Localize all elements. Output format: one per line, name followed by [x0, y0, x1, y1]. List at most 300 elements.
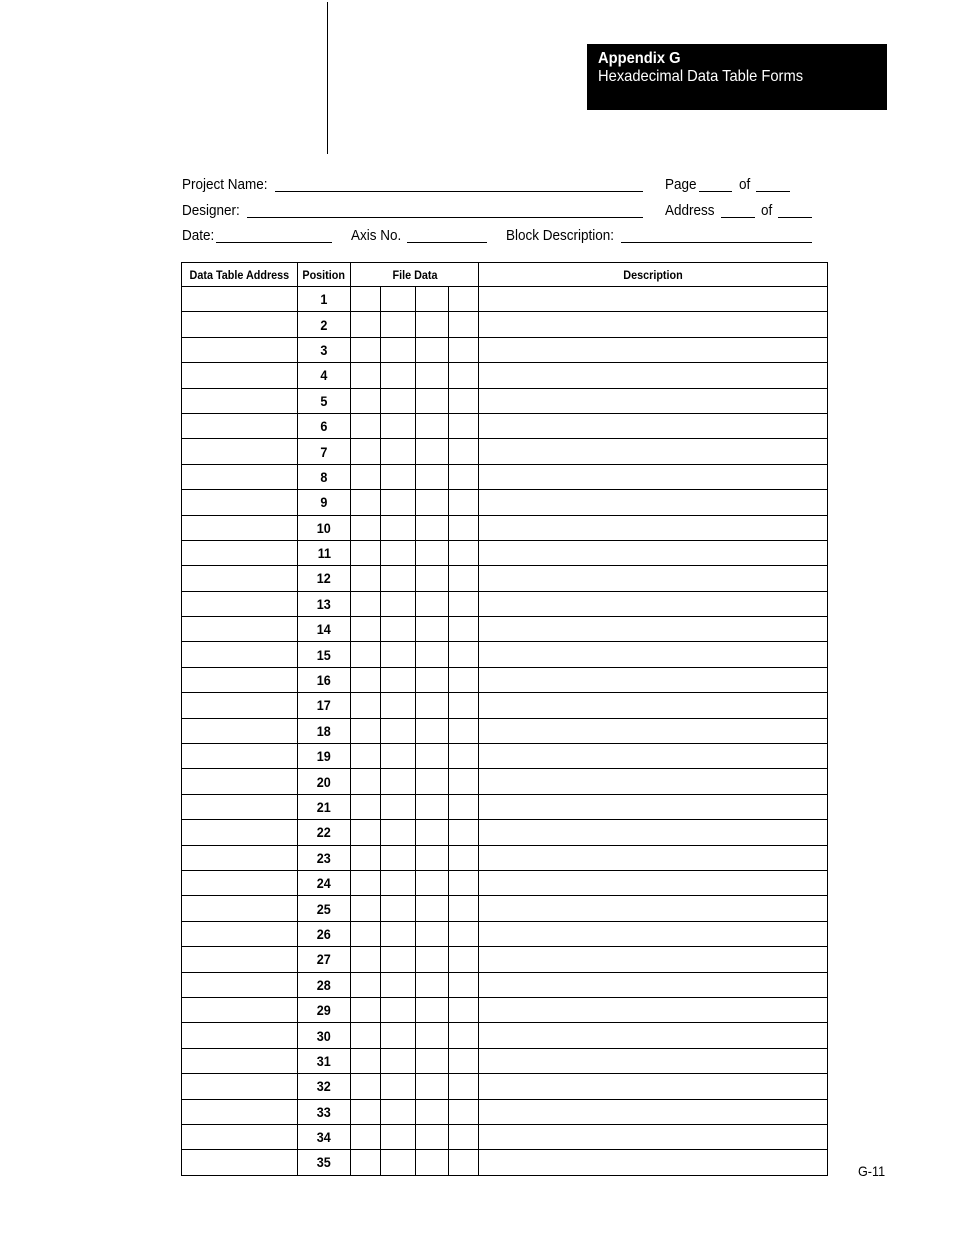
appendix-title: Hexadecimal Data Table Forms	[598, 68, 804, 85]
address-cell[interactable]	[182, 1150, 298, 1175]
file-data-cell[interactable]	[449, 1023, 479, 1048]
table-row	[182, 693, 828, 718]
description-cell[interactable]	[479, 744, 828, 769]
file-data-cell[interactable]	[449, 591, 479, 616]
description-cell[interactable]	[479, 870, 828, 895]
position-cell: 10	[298, 515, 351, 540]
file-data-cell[interactable]	[351, 413, 381, 438]
address-line[interactable]	[721, 217, 755, 218]
address-cell[interactable]	[182, 972, 298, 997]
address-cell[interactable]	[182, 1099, 298, 1124]
file-data-cell[interactable]	[351, 896, 381, 921]
address-cell[interactable]	[182, 845, 298, 870]
position-cell: 13	[298, 591, 351, 616]
file-data-cell[interactable]	[416, 947, 449, 972]
address-cell[interactable]	[182, 1023, 298, 1048]
description-cell[interactable]	[479, 388, 828, 413]
date-label: Date:	[182, 227, 215, 244]
table-row	[182, 744, 828, 769]
file-data-cell[interactable]	[416, 515, 449, 540]
file-data-cell[interactable]	[381, 337, 416, 362]
description-cell[interactable]	[479, 1048, 828, 1073]
position-cell: 35	[298, 1150, 351, 1175]
file-data-cell[interactable]	[351, 1124, 381, 1149]
file-data-cell[interactable]	[416, 820, 449, 845]
page-number: G-11	[858, 1163, 886, 1179]
file-data-cell[interactable]	[381, 820, 416, 845]
file-data-cell[interactable]	[416, 1124, 449, 1149]
table-row	[182, 363, 828, 388]
file-data-cell[interactable]	[449, 820, 479, 845]
file-data-cell[interactable]	[416, 642, 449, 667]
address-cell[interactable]	[182, 617, 298, 642]
file-data-cell[interactable]	[351, 1048, 381, 1073]
file-data-cell[interactable]	[351, 769, 381, 794]
file-data-cell[interactable]	[416, 413, 449, 438]
address-cell[interactable]	[182, 921, 298, 946]
file-data-cell[interactable]	[381, 744, 416, 769]
position-column-header: Position	[298, 263, 351, 287]
description-cell[interactable]	[479, 591, 828, 616]
address-cell[interactable]	[182, 769, 298, 794]
address-cell[interactable]	[182, 642, 298, 667]
file-data-cell[interactable]	[351, 1074, 381, 1099]
file-data-cell[interactable]	[381, 1124, 416, 1149]
description-cell[interactable]	[479, 718, 828, 743]
description-cell[interactable]	[479, 845, 828, 870]
file-data-cell[interactable]	[381, 1099, 416, 1124]
file-data-cell[interactable]	[381, 287, 416, 312]
position-cell: 17	[298, 693, 351, 718]
file-data-cell[interactable]	[449, 337, 479, 362]
address-of-line[interactable]	[778, 217, 812, 218]
position-cell: 4	[298, 363, 351, 388]
file-data-cell[interactable]	[449, 794, 479, 819]
position-cell: 15	[298, 642, 351, 667]
file-data-cell[interactable]	[416, 1150, 449, 1175]
address-cell[interactable]	[182, 693, 298, 718]
file-data-cell[interactable]	[351, 464, 381, 489]
position-cell: 25	[298, 896, 351, 921]
address-cell[interactable]	[182, 363, 298, 388]
description-column-header: Description	[479, 263, 828, 287]
file-data-cell[interactable]	[416, 490, 449, 515]
description-cell[interactable]	[479, 896, 828, 921]
file-data-cell[interactable]	[449, 997, 479, 1022]
description-cell[interactable]	[479, 1099, 828, 1124]
file-data-cell[interactable]	[351, 540, 381, 565]
page-of-line[interactable]	[756, 191, 790, 192]
table-header-row	[182, 263, 828, 287]
address-cell[interactable]	[182, 744, 298, 769]
file-data-cell[interactable]	[416, 845, 449, 870]
page-label: Page	[665, 176, 697, 193]
position-cell: 19	[298, 744, 351, 769]
file-data-cell[interactable]	[351, 718, 381, 743]
axis-label: Axis No.	[351, 227, 402, 244]
table-row	[182, 1124, 828, 1149]
file-data-cell[interactable]	[351, 667, 381, 692]
description-cell[interactable]	[479, 820, 828, 845]
address-cell[interactable]	[182, 566, 298, 591]
address-cell[interactable]	[182, 820, 298, 845]
position-cell: 1	[298, 287, 351, 312]
appendix-label: Appendix G	[598, 50, 681, 67]
address-label: Address	[665, 202, 715, 219]
file-data-cell[interactable]	[381, 947, 416, 972]
file-data-cell[interactable]	[351, 744, 381, 769]
file-data-cell[interactable]	[416, 287, 449, 312]
file-data-cell[interactable]	[449, 845, 479, 870]
file-data-cell[interactable]	[416, 1074, 449, 1099]
file-data-cell[interactable]	[416, 794, 449, 819]
table-row	[182, 388, 828, 413]
position-cell: 34	[298, 1124, 351, 1149]
file-data-cell[interactable]	[381, 515, 416, 540]
file-data-cell[interactable]	[449, 744, 479, 769]
file-data-cell[interactable]	[449, 617, 479, 642]
description-cell[interactable]	[479, 1074, 828, 1099]
description-cell[interactable]	[479, 794, 828, 819]
block-description-label: Block Description:	[506, 227, 615, 244]
file-data-cell[interactable]	[449, 972, 479, 997]
position-cell: 8	[298, 464, 351, 489]
table-row	[182, 490, 828, 515]
file-data-cell[interactable]	[381, 870, 416, 895]
description-cell[interactable]	[479, 947, 828, 972]
address-cell[interactable]	[182, 896, 298, 921]
file-data-cell[interactable]	[381, 845, 416, 870]
file-data-cell[interactable]	[381, 1023, 416, 1048]
description-cell[interactable]	[479, 693, 828, 718]
file-data-cell[interactable]	[381, 1074, 416, 1099]
table-row	[182, 769, 828, 794]
file-data-cell[interactable]	[381, 439, 416, 464]
table-row	[182, 718, 828, 743]
file-data-cell[interactable]	[351, 642, 381, 667]
project-name-line[interactable]	[275, 191, 643, 192]
position-cell: 26	[298, 921, 351, 946]
description-cell[interactable]	[479, 287, 828, 312]
table-row	[182, 566, 828, 591]
description-cell[interactable]	[479, 439, 828, 464]
address-cell[interactable]	[182, 1074, 298, 1099]
file-data-cell[interactable]	[351, 794, 381, 819]
file-data-cell[interactable]	[351, 515, 381, 540]
address-cell[interactable]	[182, 337, 298, 362]
designer-line[interactable]	[247, 217, 643, 218]
file-data-cell[interactable]	[416, 769, 449, 794]
position-cell: 22	[298, 820, 351, 845]
file-data-cell[interactable]	[351, 1023, 381, 1048]
file-data-cell[interactable]	[449, 388, 479, 413]
address-cell[interactable]	[182, 388, 298, 413]
position-cell: 11	[298, 540, 351, 565]
project-name-label: Project Name:	[182, 176, 268, 193]
file-data-cell[interactable]	[381, 642, 416, 667]
description-cell[interactable]	[479, 540, 828, 565]
file-data-cell[interactable]	[381, 464, 416, 489]
page-line[interactable]	[699, 191, 732, 192]
designer-label: Designer:	[182, 202, 240, 219]
address-cell[interactable]	[182, 1048, 298, 1073]
position-cell: 24	[298, 870, 351, 895]
file-data-cell[interactable]	[416, 337, 449, 362]
file-data-cell[interactable]	[381, 540, 416, 565]
file-data-cell[interactable]	[449, 870, 479, 895]
file-data-cell[interactable]	[416, 591, 449, 616]
file-data-cell[interactable]	[351, 820, 381, 845]
file-data-cell[interactable]	[449, 769, 479, 794]
file-data-cell[interactable]	[351, 870, 381, 895]
file-data-cell[interactable]	[416, 1048, 449, 1073]
file-data-cell[interactable]	[416, 464, 449, 489]
file-data-cell[interactable]	[416, 439, 449, 464]
address-cell[interactable]	[182, 667, 298, 692]
margin-rule	[327, 2, 328, 154]
table-row	[182, 413, 828, 438]
file-data-cell[interactable]	[381, 312, 416, 337]
table-row	[182, 591, 828, 616]
file-data-cell[interactable]	[449, 896, 479, 921]
description-cell[interactable]	[479, 1150, 828, 1175]
table-row	[182, 642, 828, 667]
file-data-cell[interactable]	[449, 667, 479, 692]
file-data-cell[interactable]	[351, 972, 381, 997]
file-data-cell[interactable]	[416, 388, 449, 413]
position-cell: 30	[298, 1023, 351, 1048]
address-cell[interactable]	[182, 997, 298, 1022]
description-cell[interactable]	[479, 1124, 828, 1149]
file-data-cell[interactable]	[449, 921, 479, 946]
table-row	[182, 1074, 828, 1099]
table-row	[182, 439, 828, 464]
address-cell[interactable]	[182, 540, 298, 565]
file-data-cell[interactable]	[381, 591, 416, 616]
table-body	[182, 287, 828, 1176]
file-data-cell[interactable]	[449, 1048, 479, 1073]
file-data-cell[interactable]	[381, 972, 416, 997]
file-data-cell[interactable]	[416, 744, 449, 769]
position-cell: 18	[298, 718, 351, 743]
file-data-cell[interactable]	[351, 312, 381, 337]
file-data-cell[interactable]	[449, 693, 479, 718]
table-row	[182, 794, 828, 819]
file-data-cell[interactable]	[351, 947, 381, 972]
file-data-cell[interactable]	[449, 642, 479, 667]
file-data-cell[interactable]	[449, 1150, 479, 1175]
file-data-cell[interactable]	[351, 566, 381, 591]
description-cell[interactable]	[479, 413, 828, 438]
description-cell[interactable]	[479, 312, 828, 337]
table-row	[182, 1150, 828, 1175]
position-cell: 6	[298, 413, 351, 438]
page-of-label: of	[739, 176, 751, 193]
description-cell[interactable]	[479, 642, 828, 667]
appendix-header	[587, 44, 887, 110]
table-row	[182, 870, 828, 895]
file-data-column-header: File Data	[351, 263, 479, 287]
file-data-cell[interactable]	[449, 718, 479, 743]
file-data-cell[interactable]	[351, 617, 381, 642]
description-cell[interactable]	[479, 921, 828, 946]
table-row	[182, 1023, 828, 1048]
file-data-cell[interactable]	[449, 413, 479, 438]
file-data-cell[interactable]	[449, 1074, 479, 1099]
description-cell[interactable]	[479, 363, 828, 388]
file-data-cell[interactable]	[381, 667, 416, 692]
file-data-cell[interactable]	[416, 617, 449, 642]
description-cell[interactable]	[479, 515, 828, 540]
file-data-cell[interactable]	[449, 363, 479, 388]
position-cell: 7	[298, 439, 351, 464]
file-data-cell[interactable]	[351, 388, 381, 413]
file-data-cell[interactable]	[416, 540, 449, 565]
file-data-cell[interactable]	[351, 1150, 381, 1175]
address-cell[interactable]	[182, 490, 298, 515]
table-row	[182, 617, 828, 642]
date-line[interactable]	[216, 242, 332, 243]
file-data-cell[interactable]	[449, 515, 479, 540]
file-data-cell[interactable]	[381, 794, 416, 819]
file-data-cell[interactable]	[449, 947, 479, 972]
file-data-cell[interactable]	[351, 693, 381, 718]
description-cell[interactable]	[479, 464, 828, 489]
file-data-cell[interactable]	[449, 490, 479, 515]
address-cell[interactable]	[182, 464, 298, 489]
file-data-cell[interactable]	[416, 693, 449, 718]
file-data-cell[interactable]	[416, 972, 449, 997]
position-cell: 9	[298, 490, 351, 515]
description-cell[interactable]	[479, 490, 828, 515]
file-data-cell[interactable]	[416, 667, 449, 692]
file-data-cell[interactable]	[449, 1099, 479, 1124]
address-cell[interactable]	[182, 947, 298, 972]
file-data-cell[interactable]	[449, 287, 479, 312]
table-row	[182, 921, 828, 946]
file-data-cell[interactable]	[381, 1150, 416, 1175]
file-data-cell[interactable]	[381, 617, 416, 642]
file-data-cell[interactable]	[449, 540, 479, 565]
file-data-cell[interactable]	[416, 870, 449, 895]
file-data-cell[interactable]	[416, 1099, 449, 1124]
file-data-cell[interactable]	[416, 896, 449, 921]
table-row	[182, 540, 828, 565]
table-row	[182, 312, 828, 337]
file-data-cell[interactable]	[351, 337, 381, 362]
file-data-cell[interactable]	[351, 1099, 381, 1124]
position-cell: 21	[298, 794, 351, 819]
file-data-cell[interactable]	[416, 566, 449, 591]
file-data-cell[interactable]	[351, 845, 381, 870]
table-row	[182, 337, 828, 362]
position-cell: 28	[298, 972, 351, 997]
description-cell[interactable]	[479, 667, 828, 692]
file-data-cell[interactable]	[381, 997, 416, 1022]
file-data-cell[interactable]	[381, 769, 416, 794]
file-data-cell[interactable]	[449, 566, 479, 591]
file-data-cell[interactable]	[381, 693, 416, 718]
file-data-cell[interactable]	[351, 363, 381, 388]
file-data-cell[interactable]	[416, 921, 449, 946]
table-row	[182, 997, 828, 1022]
description-cell[interactable]	[479, 617, 828, 642]
address-cell[interactable]	[182, 413, 298, 438]
table-row	[182, 896, 828, 921]
description-cell[interactable]	[479, 1023, 828, 1048]
position-cell: 32	[298, 1074, 351, 1099]
file-data-cell[interactable]	[381, 413, 416, 438]
file-data-cell[interactable]	[351, 439, 381, 464]
file-data-cell[interactable]	[416, 718, 449, 743]
position-cell: 2	[298, 312, 351, 337]
file-data-cell[interactable]	[381, 896, 416, 921]
position-cell: 16	[298, 667, 351, 692]
table-row	[182, 972, 828, 997]
address-cell[interactable]	[182, 870, 298, 895]
position-cell: 5	[298, 388, 351, 413]
file-data-cell[interactable]	[449, 464, 479, 489]
description-cell[interactable]	[479, 337, 828, 362]
file-data-cell[interactable]	[416, 312, 449, 337]
address-cell[interactable]	[182, 718, 298, 743]
address-cell[interactable]	[182, 794, 298, 819]
block-description-line[interactable]	[621, 242, 812, 243]
table-row	[182, 287, 828, 312]
position-cell: 3	[298, 337, 351, 362]
file-data-cell[interactable]	[416, 997, 449, 1022]
axis-line[interactable]	[407, 242, 487, 243]
table-row	[182, 947, 828, 972]
file-data-cell[interactable]	[449, 312, 479, 337]
file-data-cell[interactable]	[449, 1124, 479, 1149]
file-data-cell[interactable]	[381, 490, 416, 515]
file-data-cell[interactable]	[381, 1048, 416, 1073]
file-data-cell[interactable]	[381, 718, 416, 743]
file-data-cell[interactable]	[381, 921, 416, 946]
file-data-cell[interactable]	[381, 566, 416, 591]
file-data-cell[interactable]	[351, 591, 381, 616]
description-cell[interactable]	[479, 769, 828, 794]
description-cell[interactable]	[479, 997, 828, 1022]
file-data-cell[interactable]	[381, 363, 416, 388]
file-data-cell[interactable]	[416, 363, 449, 388]
file-data-cell[interactable]	[381, 388, 416, 413]
address-cell[interactable]	[182, 515, 298, 540]
position-cell: 12	[298, 566, 351, 591]
position-cell: 33	[298, 1099, 351, 1124]
table-row	[182, 1099, 828, 1124]
address-column-header: Data Table Address	[182, 263, 298, 287]
file-data-cell[interactable]	[351, 921, 381, 946]
address-cell[interactable]	[182, 287, 298, 312]
address-cell[interactable]	[182, 591, 298, 616]
description-cell[interactable]	[479, 566, 828, 591]
table-row	[182, 515, 828, 540]
file-data-cell[interactable]	[351, 490, 381, 515]
file-data-cell[interactable]	[351, 997, 381, 1022]
position-cell: 23	[298, 845, 351, 870]
table-row	[182, 820, 828, 845]
address-of-label: of	[761, 202, 773, 219]
address-cell[interactable]	[182, 1124, 298, 1149]
file-data-cell[interactable]	[351, 287, 381, 312]
address-cell[interactable]	[182, 312, 298, 337]
file-data-cell[interactable]	[449, 439, 479, 464]
address-cell[interactable]	[182, 439, 298, 464]
file-data-cell[interactable]	[416, 1023, 449, 1048]
description-cell[interactable]	[479, 972, 828, 997]
